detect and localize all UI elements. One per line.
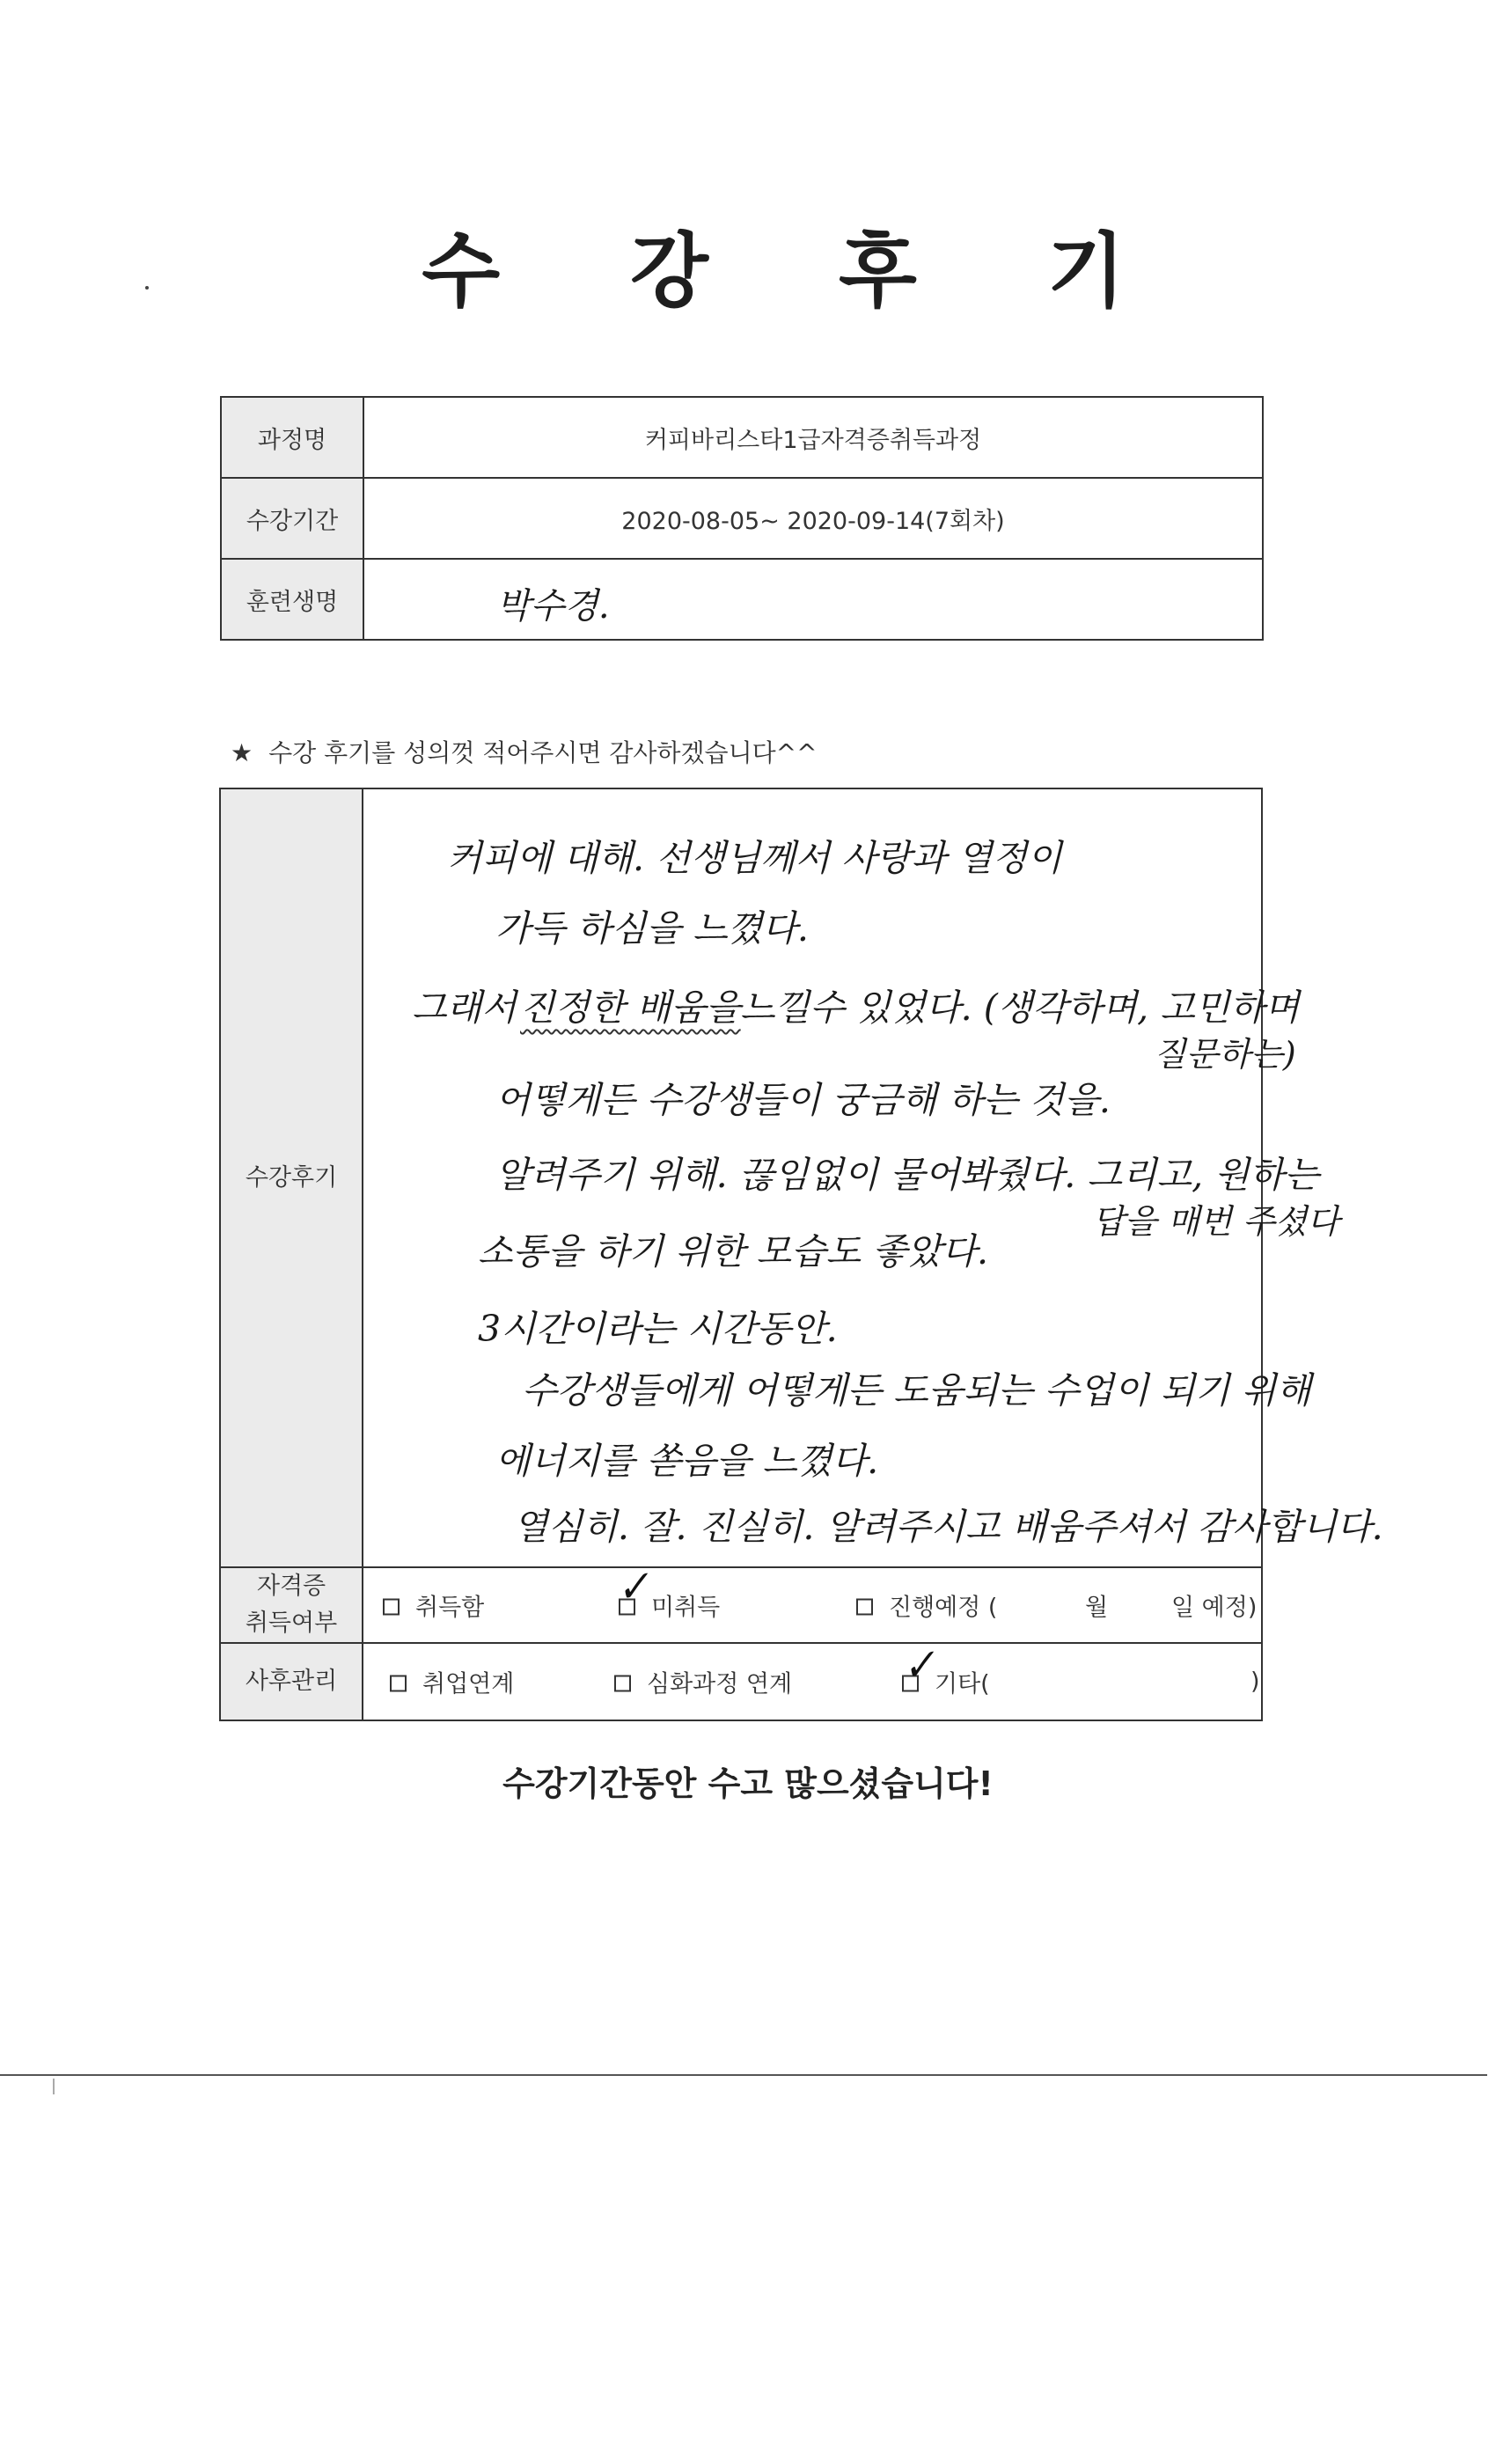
option-not-acquired-label: 미취득: [651, 1594, 721, 1622]
certificate-label-line1: 자격증: [256, 1573, 326, 1600]
review-line-3-cont: 느낄수 있었다. (생각하며, 고민하며: [740, 986, 1300, 1029]
scan-speck: [145, 286, 149, 290]
review-line-6: 소통을 하기 위한 모습도 좋았다.: [478, 1230, 989, 1272]
certificate-options: [363, 1560, 1262, 1643]
review-row: [220, 788, 1262, 1567]
option-planned[interactable]: [856, 1588, 997, 1622]
course-info-table: [220, 396, 1264, 641]
review-line-3-aside: 질문하는): [1154, 1035, 1296, 1074]
option-advanced[interactable]: [614, 1664, 792, 1698]
certificate-label-line2: 취득여부: [245, 1609, 338, 1637]
trainee-cell: [363, 559, 1263, 640]
review-line-4: 어떻게든 수강생들이 궁금해 하는 것을.: [495, 1079, 1111, 1121]
course-row: [221, 397, 1263, 478]
review-line-2: 가득 하심을 느꼈다.: [495, 907, 809, 950]
review-line-5: 알려주기 위해. 끊임없이 물어봐줬다. 그리고, 원하는: [495, 1154, 1319, 1196]
planned-month-label: 월: [1085, 1594, 1109, 1622]
checkbox-advanced[interactable]: [614, 1675, 631, 1691]
option-employment-label: 취업연계: [422, 1670, 515, 1698]
option-employment[interactable]: [390, 1664, 514, 1698]
review-line-5-aside: 답을 매번 주셨다: [1092, 1202, 1340, 1241]
option-planned-label: 진행예정 (: [889, 1594, 998, 1622]
trainee-label: 훈련생명: [221, 559, 363, 640]
review-line-3: 그래서: [412, 986, 517, 1029]
certificate-label: [220, 1567, 363, 1643]
closing-message: 수강기간동안 수고 많으셨습니다!: [502, 1764, 994, 1803]
period-row: [221, 478, 1263, 559]
notice-message: 수강 후기를 성의껏 적어주시면 감사하겠습니다^^: [268, 738, 818, 767]
aftercare-label: 사후관리: [220, 1643, 363, 1720]
option-advanced-label: 심화과정 연계: [647, 1670, 793, 1698]
course-name-value: 커피바리스타1급자격증취득과정: [363, 397, 1263, 478]
option-other-close: ): [1250, 1668, 1260, 1696]
aftercare-options: [363, 1639, 1262, 1720]
option-acquired[interactable]: [383, 1588, 484, 1622]
review-handwritten-area: [363, 788, 1383, 1567]
page-title: 수 강 후 기: [422, 224, 1177, 319]
review-line-8: 수강생들에게 어떻게든 도움되는 수업이 되기 위해: [522, 1369, 1311, 1412]
planned-day-label: 일 예정): [1171, 1594, 1258, 1622]
checkbox-acquired[interactable]: [383, 1598, 400, 1615]
review-line-3-underlined: 진정한 배움을: [520, 986, 741, 1029]
checkmark-icon: ✓: [612, 1560, 654, 1613]
page-divider: [0, 2074, 1487, 2076]
period-value: 2020-08-05~ 2020-09-14(7회차): [363, 478, 1263, 559]
review-line-10: 열심히. 잘. 진실히. 알려주시고 배움주셔서 감사합니다.: [513, 1506, 1383, 1548]
star-icon: ★: [231, 738, 253, 767]
option-other-label: 기타(: [935, 1670, 990, 1698]
trainee-name-handwritten: 박수경.: [496, 585, 610, 627]
scan-edge-mark: [53, 2079, 55, 2094]
review-table: [219, 788, 1383, 1721]
review-line-9: 에너지를 쏟음을 느꼈다.: [495, 1440, 879, 1482]
option-acquired-label: 취득함: [415, 1594, 485, 1622]
checkbox-employment[interactable]: [390, 1675, 407, 1691]
review-line-7: 3시간이라는 시간동안.: [478, 1308, 838, 1350]
aftercare-row: [220, 1643, 1262, 1720]
period-label: 수강기간: [221, 478, 363, 559]
notice-text: [231, 734, 818, 769]
trainee-row: [221, 559, 1263, 640]
course-name-label: 과정명: [221, 397, 363, 478]
checkmark-icon: ✓: [898, 1639, 940, 1691]
certificate-row: [220, 1567, 1262, 1643]
review-label: 수강후기: [220, 788, 363, 1567]
review-line-1: 커피에 대해. 선생님께서 사랑과 열정이: [447, 837, 1062, 879]
checkbox-planned[interactable]: [856, 1598, 873, 1615]
